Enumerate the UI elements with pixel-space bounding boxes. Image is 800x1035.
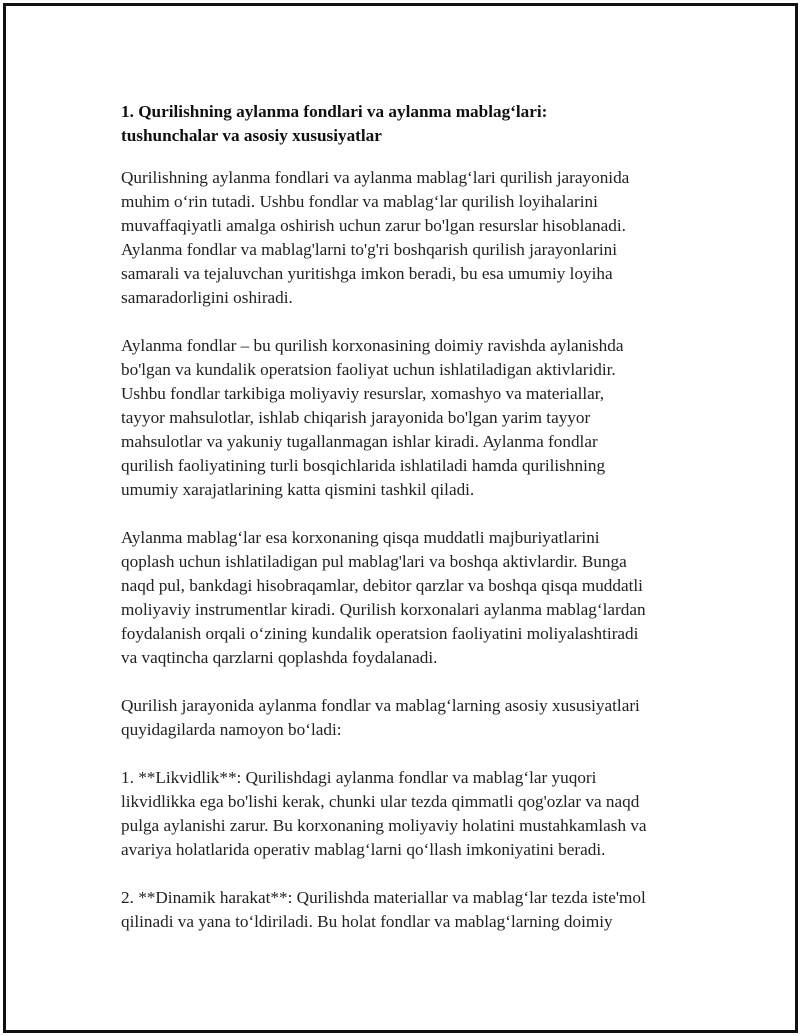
text-line: muhim o‘rin tutadi. Ushbu fondlar va mablag‘lar qurilish loyihalarini <box>121 192 598 211</box>
paragraph-intro <box>121 166 701 310</box>
text-line: Aylanma fondlar – bu qurilish korxonasining doimiy ravishda aylanishda <box>121 336 624 355</box>
title-line: 1. Qurilishning aylanma fondlari va aylanma mablag‘lari: <box>121 102 548 121</box>
text-line: samarali va tejaluvchan yuritishga imkon beradi, bu esa umumiy loyiha <box>121 264 613 283</box>
text-line: muvaffaqiyatli amalga oshirish uchun zarur bo'lgan resurslar hisoblanadi. <box>121 216 626 235</box>
text-line: bo'lgan va kundalik operatsion faoliyat uchun ishlatiladigan aktivlaridir. <box>121 360 616 379</box>
text-line: avariya holatlarida operativ mablag‘larni qo‘llash imkoniyatini beradi. <box>121 840 606 859</box>
text-line: mahsulotlar va yakuniy tugallanmagan ishlar kiradi. Aylanma fondlar <box>121 432 598 451</box>
text-line: likvidlikka ega bo'lishi kerak, chunki ular tezda qimmatli qog'ozlar va naqd <box>121 792 640 811</box>
text-line: Ushbu fondlar tarkibiga moliyaviy resurslar, xomashyo va materiallar, <box>121 384 605 403</box>
list-item-likvidlik <box>121 766 701 862</box>
text-line: tayyor mahsulotlar, ishlab chiqarish jarayonida bo'lgan yarim tayyor <box>121 408 591 427</box>
text-line: umumiy xarajatlarining katta qismini tashkil qiladi. <box>121 480 475 499</box>
text-line: qurilish faoliyatining turli bosqichlarida ishlatiladi hamda qurilishning <box>121 456 606 475</box>
document-title <box>121 100 701 148</box>
text-line: naqd pul, bankdagi hisobraqamlar, debitor qarzlar va boshqa qisqa muddatli <box>121 576 643 595</box>
text-line: Qurilish jarayonida aylanma fondlar va mablag‘larning asosiy xususiyatlari <box>121 696 640 715</box>
document-body <box>121 100 701 958</box>
text-line: moliyaviy instrumentlar kiradi. Qurilish korxonalari aylanma mablag‘lardan <box>121 600 646 619</box>
text-line: quyidagilarda namoyon bo‘ladi: <box>121 720 342 739</box>
text-line: 1. **Likvidlik**: Qurilishdagi aylanma fondlar va mablag‘lar yuqori <box>121 768 597 787</box>
text-line: foydalanish orqali o‘zining kundalik operatsion faoliyatini moliyalashtiradi <box>121 624 639 643</box>
text-line: Aylanma fondlar va mablag'larni to'g'ri boshqarish qurilish jarayonlarini <box>121 240 617 259</box>
text-line: 2. **Dinamik harakat**: Qurilishda materiallar va mablag‘lar tezda iste'mol <box>121 888 646 907</box>
text-line: Aylanma mablag‘lar esa korxonaning qisqa muddatli majburiyatlarini <box>121 528 600 547</box>
text-line: samaradorligini oshiradi. <box>121 288 293 307</box>
text-line: qoplash uchun ishlatiladigan pul mablag'lari va boshqa aktivlardir. Bunga <box>121 552 627 571</box>
title-line: tushunchalar va asosiy xususiyatlar <box>121 126 382 145</box>
list-item-dinamik-harakat <box>121 886 701 934</box>
paragraph-aylanma-mablaglar <box>121 526 701 670</box>
text-line: qilinadi va yana to‘ldiriladi. Bu holat fondlar va mablag‘larning doimiy <box>121 912 613 931</box>
page-frame <box>3 3 798 1033</box>
text-line: va vaqtincha qarzlarni qoplashda foydalanadi. <box>121 648 438 667</box>
paragraph-xususiyatlar-intro <box>121 694 701 742</box>
text-line: pulga aylanishi zarur. Bu korxonaning moliyaviy holatini mustahkamlash va <box>121 816 647 835</box>
text-line: Qurilishning aylanma fondlari va aylanma mablag‘lari qurilish jarayonida <box>121 168 630 187</box>
paragraph-aylanma-fondlar <box>121 334 701 502</box>
